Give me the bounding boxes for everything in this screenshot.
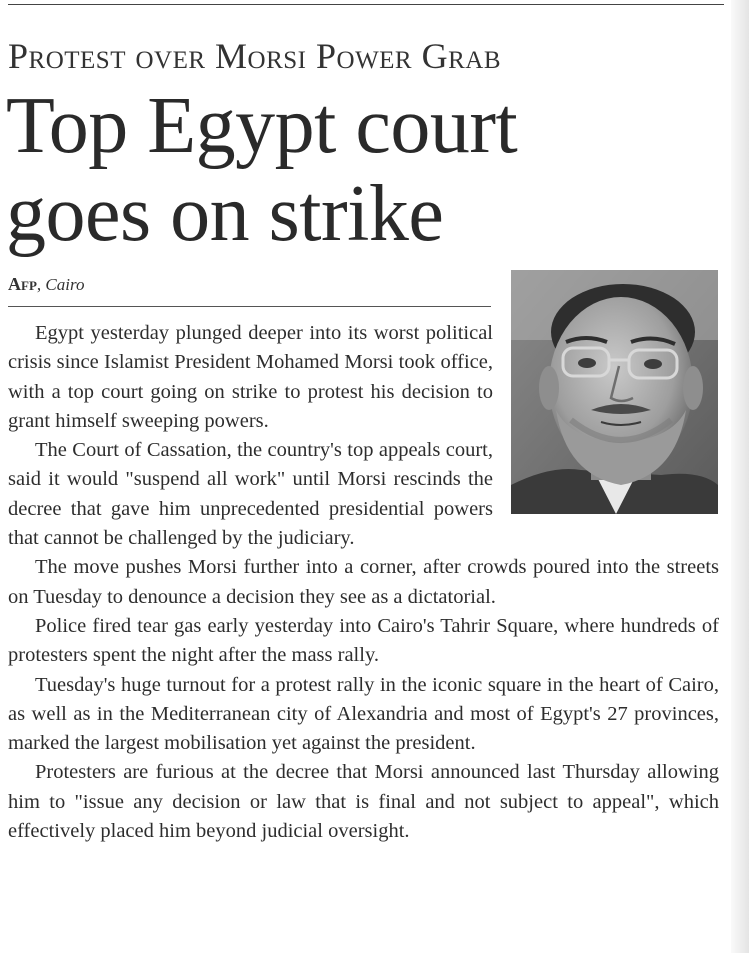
article-body (8, 319, 719, 846)
top-rule (8, 4, 724, 5)
paragraph: Tuesday's huge turnout for a protest rally in the iconic square in the heart of Cairo, as well as in the Mediterranean city of Alexandria and most of Egypt's 27 provinces, marked the largest mobilisation yet against the president. (8, 673, 719, 755)
paragraph: The move pushes Morsi further into a corner, after crowds poured into the streets on Tuesday to denounce a decision they see as a dictatorial. (8, 556, 719, 608)
photo-float-spacer (493, 319, 719, 514)
headline (6, 82, 726, 258)
headline-line-2: goes on strike (6, 170, 444, 258)
byline-rule (8, 306, 491, 307)
byline: Afp, Cairo (8, 274, 85, 294)
byline-agency: Afp (8, 274, 37, 294)
paragraph: Egypt yesterday plunged deeper into its worst political crisis since Islamist President Mohamed Morsi took office, with a top court going on strike to protest his decision to grant himself sweeping powers. (8, 322, 493, 432)
page-edge-shadow (731, 0, 749, 953)
kicker: Protest over Morsi Power Grab (8, 36, 502, 76)
headline-line-1: Top Egypt court (6, 82, 518, 170)
paragraph: The Court of Cassation, the country's top appeals court, said it would "suspend all work" until Morsi rescinds the decree that gave him unprecedented presidential powers that cannot be challenged by the judiciary. (8, 439, 493, 550)
paragraph: Police fired tear gas early yesterday into Cairo's Tahrir Square, where hundreds of protesters spent the night after the mass rally. (8, 614, 719, 667)
paragraph: Protesters are furious at the decree that Morsi announced last Thursday allowing him to "issue any decision or law that is final and not subject to appeal", which effectively placed him beyond judicial oversight. (8, 761, 719, 843)
byline-place: Cairo (45, 275, 85, 294)
